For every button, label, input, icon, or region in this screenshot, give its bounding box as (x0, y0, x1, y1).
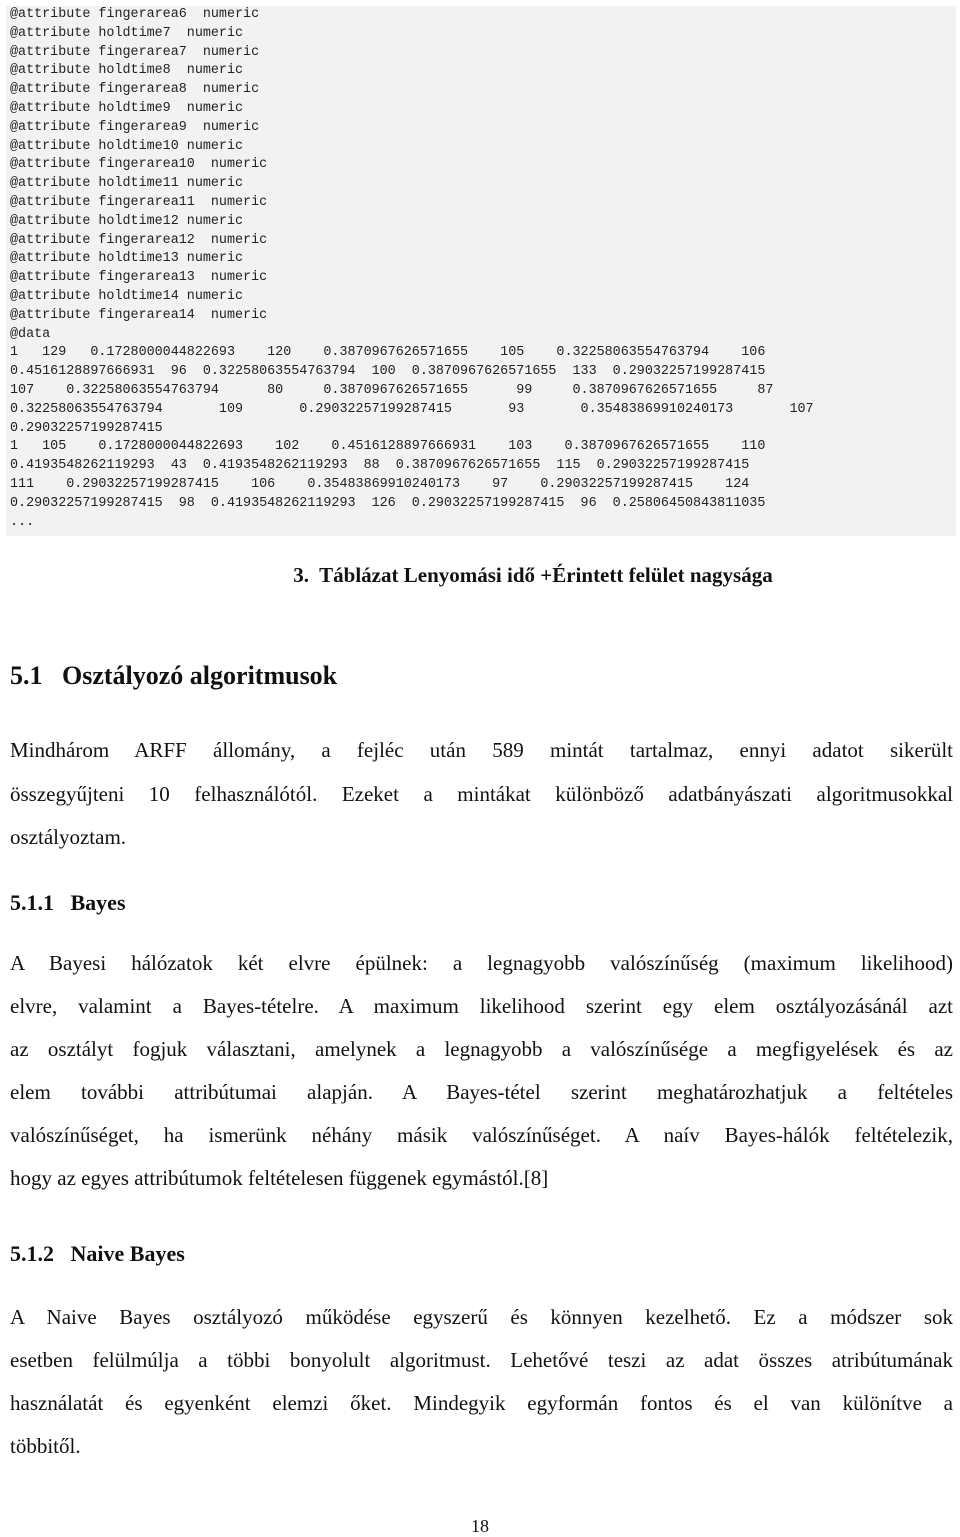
paragraph-line: többitől. (10, 1434, 81, 1458)
paragraph-line: használatát és egyenként elemzi őket. Mindegyik egyformán fontos és el van különítve a (10, 1391, 953, 1415)
code-line: @attribute fingerarea11 numeric (10, 195, 268, 210)
paragraph-line: Mindhárom ARFF állomány, a fejléc után 589 mintát tartalmaz, ennyi adatot sikerült (10, 738, 953, 762)
paragraph-line: A Naive Bayes osztályozó működése egyszerű és könnyen kezelhető. Ez a módszer sok (10, 1305, 953, 1329)
code-line: @attribute holdtime10 numeric (10, 138, 244, 154)
paragraph-line: elvre, valamint a Bayes-tételre. A maximum likelihood szerint egy elem osztályozásánál azt (10, 994, 953, 1018)
table-caption: 3. Táblázat Lenyomási idő +Érintett felület nagysága (293, 563, 773, 587)
page-number: 18 (471, 1516, 489, 1536)
code-line: @attribute holdtime13 numeric (10, 251, 244, 267)
section-heading: 5.1 Osztályozó algoritmusok (10, 661, 338, 690)
code-line: 0.4193548262119293 43 0.4193548262119293 88 0.3870967626571655 115 0.29032257199287415 (10, 458, 750, 474)
paragraph-line: összegyűjteni 10 felhasználótól. Ezeket a mintákat különböző adatbányászati algoritmusokkal (10, 782, 953, 806)
subsection-heading-bayes: 5.1.1 Bayes (10, 890, 126, 915)
code-line: 107 0.32258063554763794 80 0.3870967626571655 99 0.3870967626571655 87 (10, 383, 774, 398)
paragraph-line: elem további attribútumai alapján. A Bayes-tétel szerint meghatározhatjuk a feltételes (10, 1080, 953, 1104)
arff-code-block (6, 6, 956, 536)
code-line: @data (10, 326, 51, 342)
code-line: @attribute holdtime11 numeric (10, 176, 244, 192)
code-line: @attribute holdtime9 numeric (10, 101, 244, 116)
code-line: @attribute fingerarea14 numeric (10, 307, 268, 323)
code-line: @attribute holdtime7 numeric (10, 25, 244, 41)
subsection-heading-naive-bayes: 5.1.2 Naive Bayes (10, 1241, 185, 1266)
code-line: @attribute holdtime12 numeric (10, 213, 244, 229)
paragraph-line: osztályoztam. (10, 825, 127, 849)
code-line: @attribute fingerarea8 numeric (10, 82, 260, 98)
code-line: @attribute fingerarea10 numeric (10, 157, 268, 173)
code-line: @attribute fingerarea7 numeric (10, 44, 260, 60)
paragraph-line: valószínűséget, ha ismerünk néhány másik valószínűséget. A naív Bayes-hálók feltételezik, (10, 1123, 953, 1147)
code-line: 111 0.29032257199287415 106 0.35483869910240173 97 0.29032257199287415 124 (10, 477, 750, 492)
code-line: @attribute fingerarea13 numeric (10, 270, 268, 286)
code-line: @attribute holdtime8 numeric (10, 63, 244, 79)
code-line: 0.4516128897666931 96 0.32258063554763794 100 0.3870967626571655 133 0.29032257199287415 (10, 364, 766, 380)
paragraph-line: esetben felülmúlja a többi bonyolult algoritmust. Lehetővé teszi az adat összes atribútumának (10, 1348, 953, 1372)
code-line: @attribute fingerarea6 numeric (10, 7, 260, 22)
code-line: 0.29032257199287415 (10, 420, 163, 436)
code-line: ... (10, 514, 35, 530)
paragraph-line: hogy az egyes attribútumok feltételesen függenek egymástól.[8] (10, 1166, 549, 1190)
paragraph-line: az osztályt fogjuk választani, amelynek a legnagyobb a valószínűsége a megfigyelések és az (10, 1037, 953, 1061)
code-line: 1 129 0.1728000044822693 120 0.3870967626571655 105 0.32258063554763794 106 (10, 345, 766, 361)
code-line: @attribute fingerarea9 numeric (10, 119, 260, 135)
code-line: 1 105 0.1728000044822693 102 0.4516128897666931 103 0.3870967626571655 110 (10, 439, 766, 455)
code-line: 0.29032257199287415 98 0.4193548262119293 126 0.29032257199287415 96 0.25806450843811035 (10, 495, 766, 511)
code-line: @attribute holdtime14 numeric (10, 289, 244, 304)
code-line: @attribute fingerarea12 numeric (10, 232, 268, 248)
code-line: 0.32258063554763794 109 0.29032257199287415 93 0.35483869910240173 107 (10, 401, 814, 417)
paragraph-line: A Bayesi hálózatok két elvre épülnek: a legnagyobb valószínűség (maximum likelihood) (10, 951, 953, 975)
